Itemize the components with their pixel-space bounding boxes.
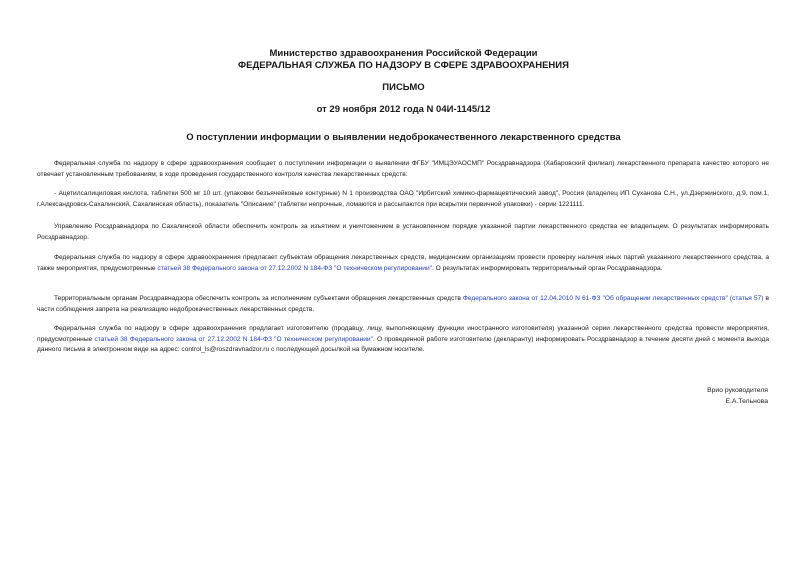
ministry-heading: Министерство здравоохранения Российской Федерации xyxy=(269,48,538,59)
date-number: от 29 ноября 2012 года N 04И-1145/12 xyxy=(316,104,491,115)
paragraph-4-text-b: . О результатах информировать территориальный орган Росздравнадзора. xyxy=(432,264,663,272)
paragraph-3: Управлению Росздравнадзора по Сахалинской области обеспечить контроль за изъятием и уничтожением в установленном порядке указанной партии лекарственного средства ее владельцем. О результатах информировать Росздравнадзор. xyxy=(37,223,769,241)
law-184-article-38-link[interactable]: статьей 38 Федерального закона от 27.12.2002 N 184-ФЗ "О техническом регулировании" xyxy=(157,264,433,272)
paragraph-4-text-a: Федеральная служба по надзору в сфере здравоохранения предлагает субъектам обращения лекарственных средств, медицинским организациям провести проверку наличия иных партий указанного лекарственного средства, а также мероприятия, предусмотренные xyxy=(37,254,769,272)
law-184-article-38-link-2[interactable]: статьей 38 Федерального закона от 27.12.2002 N 184-ФЗ "О техническом регулировании" xyxy=(94,335,373,343)
signature-position: Врио руководителя xyxy=(707,387,768,394)
paragraph-6 xyxy=(37,324,769,356)
document-type: ПИСЬМО xyxy=(382,82,425,93)
paragraph-5-text-a: Территориальным органам Росздравнадзора обеспечить контроль за исполнением субъектами обращения лекарственных средств xyxy=(54,295,463,302)
paragraph-6-text-b: . О проведенной работе изготовителю (декларанту) информировать Росздравнадзор в течение десяти дней с момента выхода данного письма в электронном виде на адрес: control_ls@roszdravnadzor.ru с последующей досылкой на бумажном носителе. xyxy=(37,335,770,354)
signature-name: Е.А.Тельнова xyxy=(725,398,768,405)
article-57-link[interactable]: (статья 57) xyxy=(729,295,764,302)
service-heading: ФЕДЕРАЛЬНАЯ СЛУЖБА ПО НАДЗОРУ В СФЕРЕ ЗДРАВООХРАНЕНИЯ xyxy=(238,60,569,71)
paragraph-6-text-a: Федеральная служба по надзору в сфере здравоохранения предлагает изготовителю (продавцу, лицу, выполняющему функции иностранного изготовителя) указанной серии лекарственного средства провести мероприятия, предусмотренные xyxy=(37,325,769,343)
law-61-link[interactable]: Федерального закона от 12.04.2010 N 61-ФЗ "Об обращении лекарственных средств" xyxy=(462,295,728,302)
paragraph-4 xyxy=(37,253,769,274)
paragraph-1: Федеральная служба по надзору в сфере здравоохранения сообщает о поступлении информации о выявлении ФГБУ "ИМЦЭУАОСМП" Росздравнадзора (Хабаровский филиал) лекарственного препарата качество которого не отвечает установленным требованиям, в ходе проведения государственного контроля качества лекарственных средств: xyxy=(37,160,769,178)
paragraph-5-text-b: в части соблюдения запрета на реализацию недоброкачественных лекарственных средств. xyxy=(37,295,769,313)
document-title: О поступлении информации о выявлении недоброкачественного лекарственного средства xyxy=(186,132,621,143)
paragraph-2: - Ацетилсалициловая кислота, таблетки 500 мг 10 шт. (упаковки безъячейковые контурные) N 1 производства ОАО "Ирбитский химико-фармацевтический завод", Россия (владелец ИП Суханова С.Н., ул.Дзержинского, д.9, пом.1, г.Александровск-Сахалинский, Сахалинская область), показатель "Описание" (таблетки непрочные, ломаются и рассыпаются при вскрытии первичной упаковки) - серии 1221111. xyxy=(37,190,769,208)
paragraph-5 xyxy=(37,294,769,315)
